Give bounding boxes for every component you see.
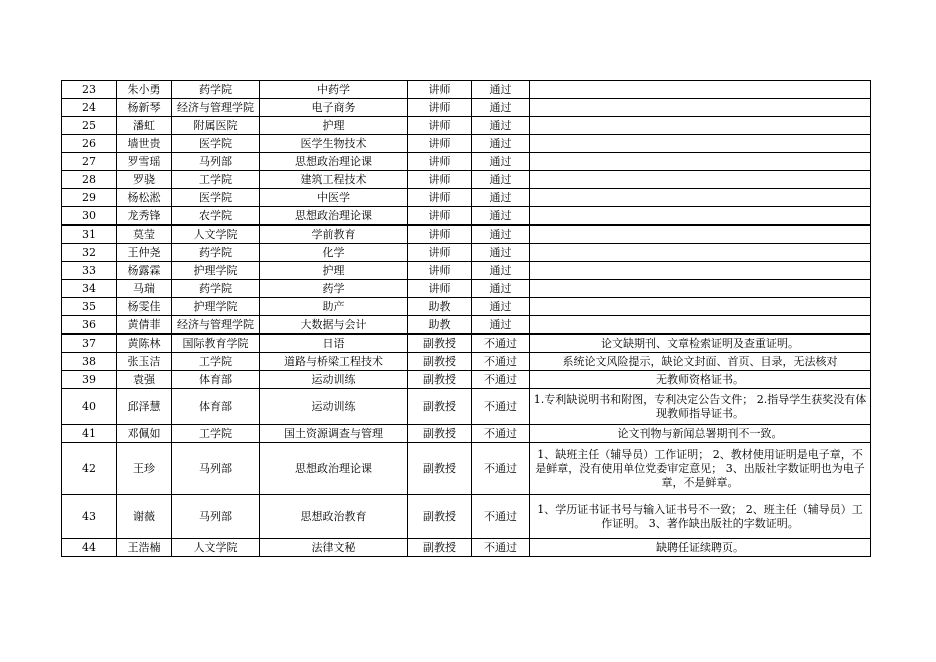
major-field-cell: 运动训练 [260, 389, 408, 425]
major-field-cell: 思想政治理论课 [260, 207, 408, 226]
review-result-cell: 通过 [472, 81, 530, 99]
table-row [62, 280, 871, 298]
table-row [62, 81, 871, 99]
review-note-cell: 论文缺期刊、文章检索证明及查重证明。 [530, 334, 871, 353]
major-field-cell: 思想政治理论课 [260, 443, 408, 495]
review-note-cell [530, 316, 871, 335]
review-result-cell: 通过 [472, 135, 530, 153]
job-title-cell: 副教授 [408, 443, 472, 495]
job-title-cell: 副教授 [408, 334, 472, 353]
review-note-cell [530, 189, 871, 207]
person-name-cell: 马瑞 [117, 280, 172, 298]
job-title-cell: 讲师 [408, 81, 472, 99]
major-field-cell: 助产 [260, 298, 408, 316]
row-number-cell: 35 [62, 298, 117, 316]
person-name-cell: 王浩楠 [117, 539, 172, 557]
row-number-cell: 32 [62, 244, 117, 262]
job-title-cell: 副教授 [408, 389, 472, 425]
major-field-cell: 中医学 [260, 189, 408, 207]
job-title-cell: 讲师 [408, 135, 472, 153]
table-body [62, 81, 871, 557]
person-name-cell: 罗雪瑶 [117, 153, 172, 171]
job-title-cell: 助教 [408, 298, 472, 316]
review-note-cell [530, 153, 871, 171]
review-result-cell: 通过 [472, 153, 530, 171]
review-note-cell: 缺聘任证续聘页。 [530, 539, 871, 557]
department-cell: 人文学院 [172, 225, 260, 244]
department-cell: 体育部 [172, 371, 260, 389]
review-result-cell: 不通过 [472, 353, 530, 371]
job-title-cell: 副教授 [408, 371, 472, 389]
row-number-cell: 26 [62, 135, 117, 153]
department-cell: 药学院 [172, 244, 260, 262]
table-row [62, 316, 871, 335]
row-number-cell: 40 [62, 389, 117, 425]
department-cell: 医学院 [172, 189, 260, 207]
person-name-cell: 袁强 [117, 371, 172, 389]
person-name-cell: 杨雯佳 [117, 298, 172, 316]
person-name-cell: 杨露霖 [117, 262, 172, 280]
review-result-cell: 不通过 [472, 371, 530, 389]
row-number-cell: 38 [62, 353, 117, 371]
major-field-cell: 国土资源调查与管理 [260, 425, 408, 443]
department-cell: 国际教育学院 [172, 334, 260, 353]
row-number-cell: 29 [62, 189, 117, 207]
review-note-cell: 系统论文风险提示，缺论文封面、首页、目录，无法核对 [530, 353, 871, 371]
row-number-cell: 43 [62, 495, 117, 539]
job-title-cell: 讲师 [408, 117, 472, 135]
review-result-cell: 不通过 [472, 539, 530, 557]
table-row [62, 539, 871, 557]
row-number-cell: 24 [62, 99, 117, 117]
review-result-cell: 通过 [472, 244, 530, 262]
person-name-cell: 黄倩菲 [117, 316, 172, 335]
table-row [62, 371, 871, 389]
department-cell: 药学院 [172, 81, 260, 99]
table-row [62, 262, 871, 280]
row-number-cell: 23 [62, 81, 117, 99]
review-result-cell: 不通过 [472, 495, 530, 539]
job-title-cell: 助教 [408, 316, 472, 335]
person-name-cell: 王仲尧 [117, 244, 172, 262]
review-note-cell [530, 171, 871, 189]
row-number-cell: 25 [62, 117, 117, 135]
review-result-cell: 通过 [472, 99, 530, 117]
row-number-cell: 41 [62, 425, 117, 443]
review-result-cell: 通过 [472, 225, 530, 244]
job-title-cell: 讲师 [408, 207, 472, 226]
review-result-cell: 不通过 [472, 425, 530, 443]
job-title-cell: 讲师 [408, 171, 472, 189]
department-cell: 附属医院 [172, 117, 260, 135]
review-note-cell: 1、缺班主任（辅导员）工作证明； 2、教材使用证明是电子章，不是鲜章，没有使用单位党委审定意见； 3、出版社字数证明也为电子章，不是鲜章。 [530, 443, 871, 495]
major-field-cell: 运动训练 [260, 371, 408, 389]
department-cell: 工学院 [172, 171, 260, 189]
table-row [62, 135, 871, 153]
job-title-cell: 讲师 [408, 153, 472, 171]
major-field-cell: 学前教育 [260, 225, 408, 244]
major-field-cell: 思想政治理论课 [260, 153, 408, 171]
table-row [62, 244, 871, 262]
job-title-cell: 讲师 [408, 189, 472, 207]
table-row [62, 334, 871, 353]
job-title-cell: 讲师 [408, 280, 472, 298]
row-number-cell: 37 [62, 334, 117, 353]
person-name-cell: 墙世贵 [117, 135, 172, 153]
department-cell: 医学院 [172, 135, 260, 153]
row-number-cell: 27 [62, 153, 117, 171]
job-title-cell: 副教授 [408, 495, 472, 539]
department-cell: 护理学院 [172, 298, 260, 316]
row-number-cell: 31 [62, 225, 117, 244]
table-row [62, 353, 871, 371]
person-name-cell: 黄陈林 [117, 334, 172, 353]
review-results-table [61, 80, 871, 557]
table-row [62, 117, 871, 135]
review-note-cell [530, 244, 871, 262]
major-field-cell: 道路与桥梁工程技术 [260, 353, 408, 371]
review-note-cell: 1、学历证书证书号与输入证书号不一致； 2、班主任（辅导员）工作证明。 3、著作缺出版社的字数证明。 [530, 495, 871, 539]
department-cell: 马列部 [172, 495, 260, 539]
row-number-cell: 36 [62, 316, 117, 335]
major-field-cell: 日语 [260, 334, 408, 353]
major-field-cell: 法律文秘 [260, 539, 408, 557]
job-title-cell: 讲师 [408, 262, 472, 280]
person-name-cell: 谢薇 [117, 495, 172, 539]
person-name-cell: 邱泽慧 [117, 389, 172, 425]
table-row [62, 171, 871, 189]
person-name-cell: 杨新琴 [117, 99, 172, 117]
row-number-cell: 33 [62, 262, 117, 280]
person-name-cell: 杨松淞 [117, 189, 172, 207]
job-title-cell: 讲师 [408, 225, 472, 244]
table-row [62, 153, 871, 171]
review-result-cell: 不通过 [472, 334, 530, 353]
department-cell: 工学院 [172, 425, 260, 443]
job-title-cell: 副教授 [408, 353, 472, 371]
row-number-cell: 42 [62, 443, 117, 495]
row-number-cell: 30 [62, 207, 117, 226]
major-field-cell: 药学 [260, 280, 408, 298]
department-cell: 马列部 [172, 443, 260, 495]
review-note-cell [530, 225, 871, 244]
job-title-cell: 讲师 [408, 244, 472, 262]
row-number-cell: 39 [62, 371, 117, 389]
person-name-cell: 邓佩如 [117, 425, 172, 443]
review-note-cell [530, 117, 871, 135]
review-result-cell: 不通过 [472, 443, 530, 495]
review-result-cell: 通过 [472, 316, 530, 335]
review-result-cell: 通过 [472, 189, 530, 207]
department-cell: 农学院 [172, 207, 260, 226]
review-note-cell [530, 262, 871, 280]
major-field-cell: 中药学 [260, 81, 408, 99]
major-field-cell: 化学 [260, 244, 408, 262]
review-note-cell [530, 135, 871, 153]
person-name-cell: 王珍 [117, 443, 172, 495]
table-row [62, 425, 871, 443]
review-result-cell: 不通过 [472, 389, 530, 425]
table-row [62, 99, 871, 117]
row-number-cell: 34 [62, 280, 117, 298]
major-field-cell: 建筑工程技术 [260, 171, 408, 189]
department-cell: 工学院 [172, 353, 260, 371]
major-field-cell: 电子商务 [260, 99, 408, 117]
major-field-cell: 医学生物技术 [260, 135, 408, 153]
review-result-cell: 通过 [472, 207, 530, 226]
review-note-cell: 1.专利缺说明书和附图，专利决定公告文件； 2.指导学生获奖没有体现教师指导证书。 [530, 389, 871, 425]
review-result-cell: 通过 [472, 171, 530, 189]
review-result-cell: 通过 [472, 117, 530, 135]
review-note-cell [530, 280, 871, 298]
person-name-cell: 罗骁 [117, 171, 172, 189]
department-cell: 马列部 [172, 153, 260, 171]
department-cell: 药学院 [172, 280, 260, 298]
review-result-cell: 通过 [472, 280, 530, 298]
table-row [62, 207, 871, 226]
department-cell: 经济与管理学院 [172, 316, 260, 335]
table-row [62, 495, 871, 539]
table-row [62, 389, 871, 425]
review-note-cell: 论文刊物与新闻总署期刊不一致。 [530, 425, 871, 443]
job-title-cell: 讲师 [408, 99, 472, 117]
review-note-cell [530, 81, 871, 99]
department-cell: 护理学院 [172, 262, 260, 280]
row-number-cell: 44 [62, 539, 117, 557]
review-result-cell: 通过 [472, 298, 530, 316]
person-name-cell: 朱小勇 [117, 81, 172, 99]
job-title-cell: 副教授 [408, 425, 472, 443]
table-row [62, 443, 871, 495]
major-field-cell: 护理 [260, 262, 408, 280]
review-note-cell [530, 298, 871, 316]
table-row [62, 189, 871, 207]
job-title-cell: 副教授 [408, 539, 472, 557]
major-field-cell: 大数据与会计 [260, 316, 408, 335]
person-name-cell: 莫莹 [117, 225, 172, 244]
department-cell: 体育部 [172, 389, 260, 425]
review-note-cell: 无教师资格证书。 [530, 371, 871, 389]
person-name-cell: 龙秀锋 [117, 207, 172, 226]
table-row [62, 298, 871, 316]
table-row [62, 225, 871, 244]
person-name-cell: 张玉洁 [117, 353, 172, 371]
department-cell: 经济与管理学院 [172, 99, 260, 117]
person-name-cell: 潘虹 [117, 117, 172, 135]
major-field-cell: 思想政治教育 [260, 495, 408, 539]
review-note-cell [530, 207, 871, 226]
department-cell: 人文学院 [172, 539, 260, 557]
review-note-cell [530, 99, 871, 117]
row-number-cell: 28 [62, 171, 117, 189]
major-field-cell: 护理 [260, 117, 408, 135]
review-result-cell: 通过 [472, 262, 530, 280]
